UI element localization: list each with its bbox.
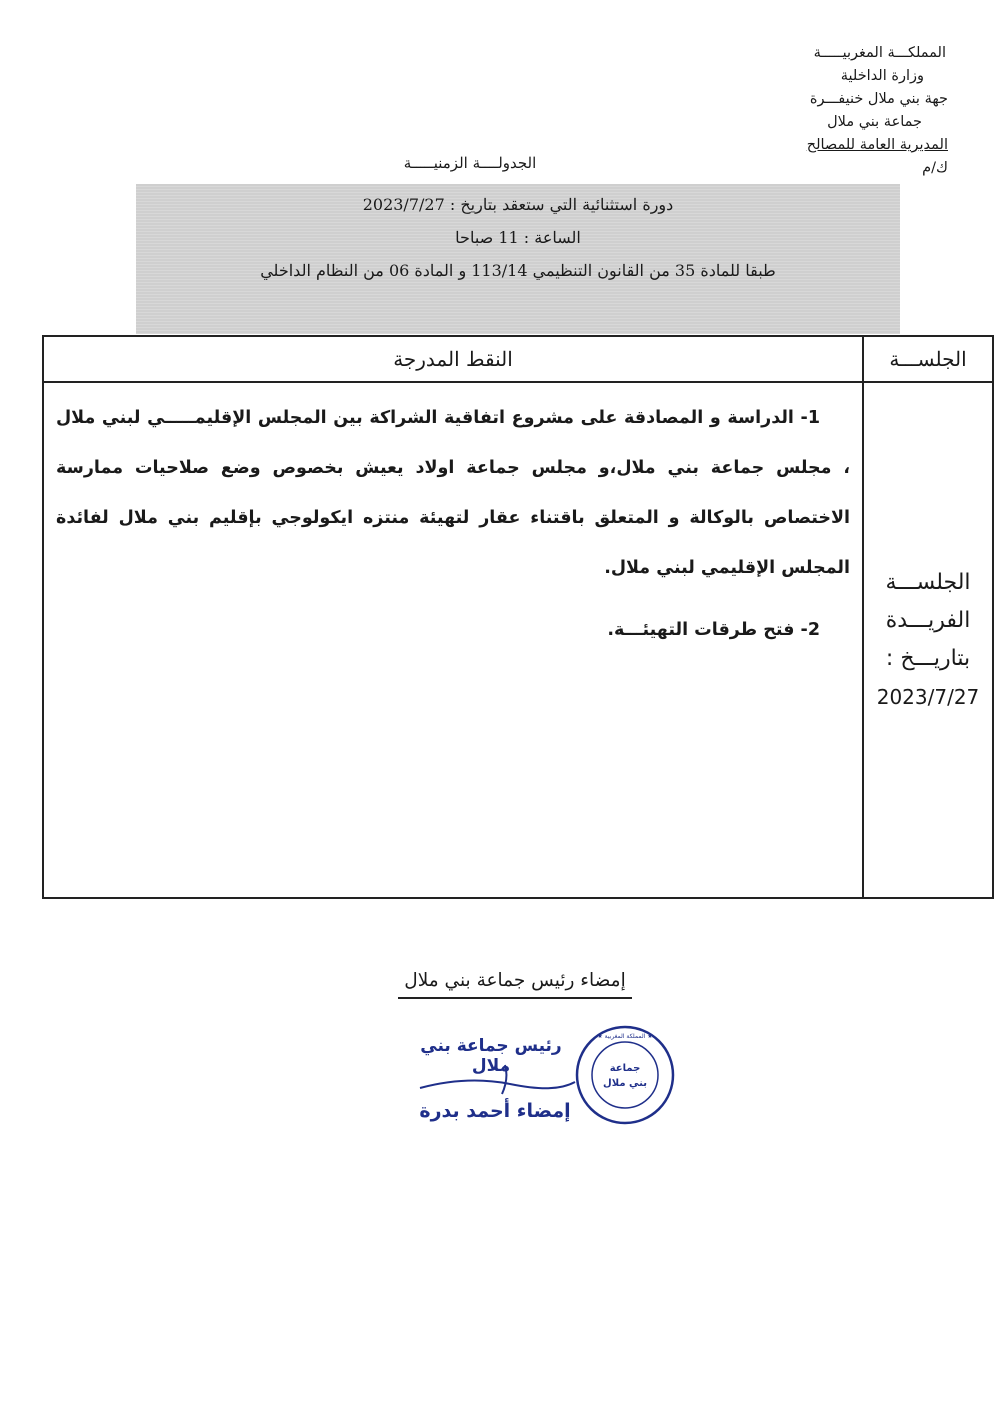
header-points: النقط المدرجة [43, 336, 863, 382]
agenda-table [42, 335, 994, 899]
points-cell [43, 382, 863, 898]
letterhead [728, 42, 948, 180]
legal-basis-line: طبقا للمادة 35 من القانون التنظيمي 113/14 و المادة 06 من النظام الداخلي [260, 261, 776, 280]
signature-name: إمضاء أحمد بدرة [419, 1100, 571, 1122]
svg-text:بني ملال: بني ملال [603, 1078, 647, 1089]
letterhead-reference: ك/م [922, 160, 948, 176]
session-name-line2: الفريـــدة [885, 608, 971, 633]
agenda-header-row [43, 336, 993, 382]
signature-heading: إمضاء رئيس جماعة بني ملال [398, 970, 632, 999]
letterhead-commune: جماعة بني ملال [827, 114, 922, 130]
signature-title: رئيس جماعة بني ملال [420, 1036, 562, 1076]
letterhead-ministry: وزارة الداخلية [840, 68, 924, 84]
header-session: الجلســـة [863, 336, 993, 382]
session-name-line3: بتاريـــخ : [885, 646, 971, 671]
session-info-box [136, 184, 900, 334]
session-date: 2023/7/27 [876, 685, 980, 709]
session-date-line: دورة استثنائية التي ستعقد بتاريخ : 2023/7/27 [362, 195, 674, 214]
letterhead-directorate: المديرية العامة للمصالح [806, 137, 948, 153]
svg-text:جماعة: جماعة [609, 1063, 641, 1074]
letterhead-region: جهة بني ملال خنيفـــرة [809, 91, 948, 107]
svg-text:★ المملكة المغربية ★: ★ المملكة المغربية ★ [597, 1033, 653, 1040]
schedule-title: الجدولــــة الزمنيـــــة [403, 154, 537, 172]
letterhead-country: المملكـــة المغربيـــــة [813, 45, 946, 61]
agenda-point-2: 2- فتح طرقات التهيئـــة. [607, 620, 820, 640]
signature-stroke [410, 1060, 580, 1100]
agenda-point-1: 1- الدراسة و المصادقة على مشروع اتفاقية الشراكة بين المجلس الإقليمـــــي لبني ملال ، مجلس جماعة بني ملال،و مجلس جماعة اولاد يعيش بخصوص وضع صلاحيات ممارسة الاختصاص بالوكالة و المتعلق باقتناء عقار لتهيئة منتزه ايكولوجي بإقليم بني ملال لفائدة المجلس الإقليمي لبني ملال. [56, 408, 850, 578]
session-cell [863, 382, 993, 898]
official-seal-icon [574, 1024, 676, 1126]
session-time-line: الساعة : 11 صباحا [455, 228, 581, 247]
agenda-row [43, 382, 993, 898]
session-name-line1: الجلســـة [885, 570, 971, 595]
